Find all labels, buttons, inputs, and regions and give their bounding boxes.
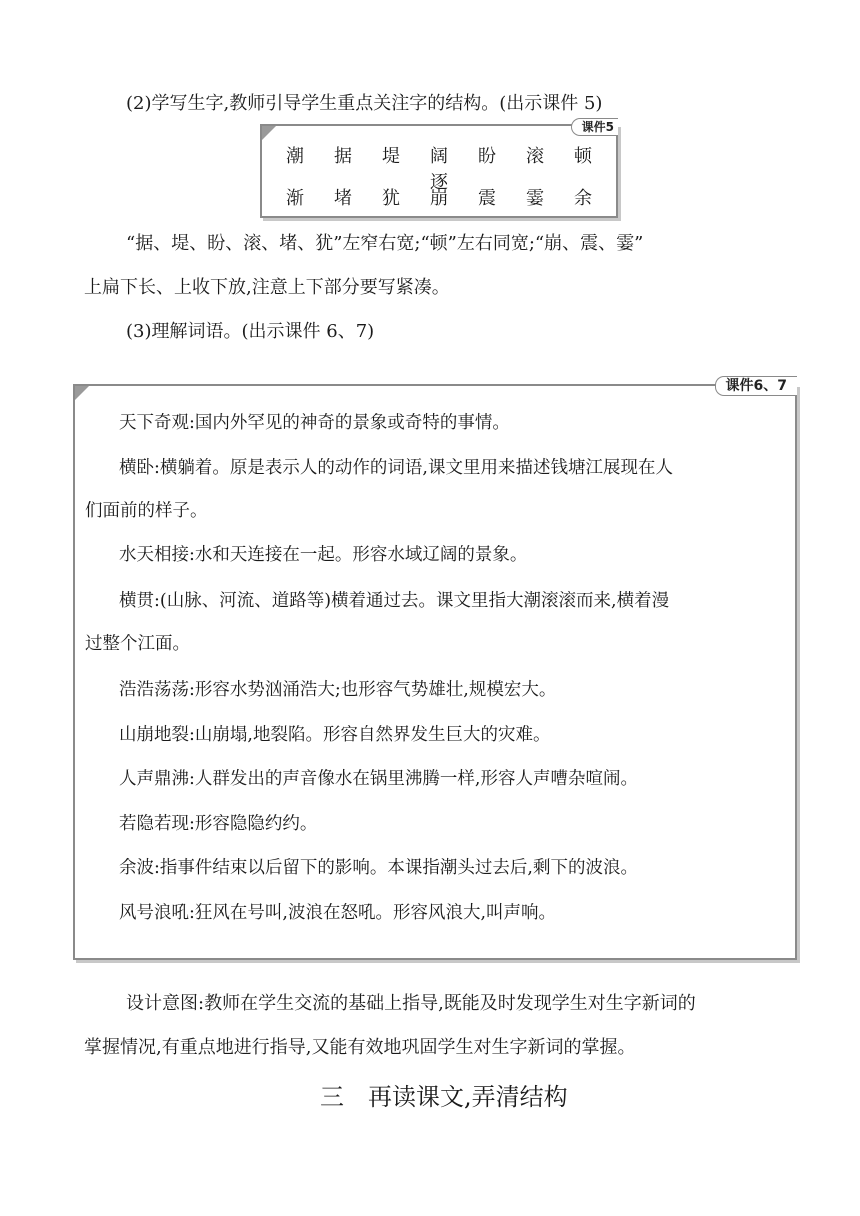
char: 据 <box>334 146 352 167</box>
gloss-line: 浩浩荡荡:形容水势汹涌浩大;也形容气势雄壮,规模宏大。 <box>119 680 557 700</box>
gloss-line: 横贯:(山脉、河流、道路等)横着通过去。课文里指大潮滚滚而来,横着漫 <box>119 591 670 611</box>
gloss-line: 们面前的样子。 <box>85 501 208 521</box>
char: 堵 <box>334 188 352 209</box>
step3-paragraph: (3)理解词语。(出示课件 6、7) <box>126 321 375 342</box>
box-corner-mark <box>75 386 89 400</box>
char: 盼 <box>478 146 496 167</box>
char: 渐 <box>286 188 304 209</box>
structure-note-line-2: 上扁下长、上收下放,注意上下部分要写紧凑。 <box>84 277 450 298</box>
design-intent-line-1: 设计意图:教师在学生交流的基础上指导,既能及时发现学生对生字新词的 <box>126 993 696 1014</box>
courseware-6-7-tag: 课件6、7 <box>715 376 797 396</box>
gloss-line: 人声鼎沸:人群发出的声音像水在锅里沸腾一样,形容人声嘈杂喧闹。 <box>119 769 638 789</box>
char: 犹 <box>382 188 400 209</box>
design-intent-line-2: 掌握情况,有重点地进行指导,又能有效地巩固学生对生字新词的掌握。 <box>84 1037 636 1058</box>
box-corner-mark <box>262 126 276 140</box>
char: 震 <box>478 188 496 209</box>
gloss-line: 余波:指事件结束以后留下的影响。本课指潮头过去后,剩下的波浪。 <box>119 858 638 878</box>
courseware-5-box <box>260 120 618 218</box>
char-row-2 <box>262 184 616 210</box>
gloss-line: 山崩地裂:山崩塌,地裂陷。形容自然界发生巨大的灾难。 <box>119 725 551 745</box>
gloss-line: 天下奇观:国内外罕见的神奇的景象或奇特的事情。 <box>119 413 510 433</box>
courseware-6-7-box <box>73 378 797 960</box>
section-heading: 三 再读课文,弄清结构 <box>320 1083 568 1111</box>
courseware-5-tag: 课件5 <box>571 118 618 136</box>
char: 余 <box>574 188 592 209</box>
structure-note-line-1: “据、堤、盼、滚、堵、犹”左窄右宽;“顿”左右同宽;“崩、震、霎” <box>126 233 644 254</box>
gloss-line: 风号浪吼:狂风在号叫,波浪在怒吼。形容风浪大,叫声响。 <box>119 903 557 923</box>
gloss-line: 横卧:横躺着。原是表示人的动作的词语,课文里用来描述钱塘江展现在人 <box>119 458 673 478</box>
gloss-line: 若隐若现:形容隐隐约约。 <box>119 814 318 834</box>
char: 堤 <box>382 146 400 167</box>
char: 阔 <box>430 146 448 167</box>
char: 滚 <box>526 146 544 167</box>
step2-paragraph: (2)学写生字,教师引导学生重点关注字的结构。(出示课件 5) <box>126 93 603 114</box>
gloss-line: 过整个江面。 <box>85 634 190 654</box>
char: 崩 <box>430 188 448 209</box>
char: 潮 <box>286 146 304 167</box>
char: 逐 <box>430 172 448 193</box>
char: 顿 <box>574 146 592 167</box>
char: 霎 <box>526 188 544 209</box>
gloss-line: 水天相接:水和天连接在一起。形容水域辽阔的景象。 <box>119 545 528 565</box>
